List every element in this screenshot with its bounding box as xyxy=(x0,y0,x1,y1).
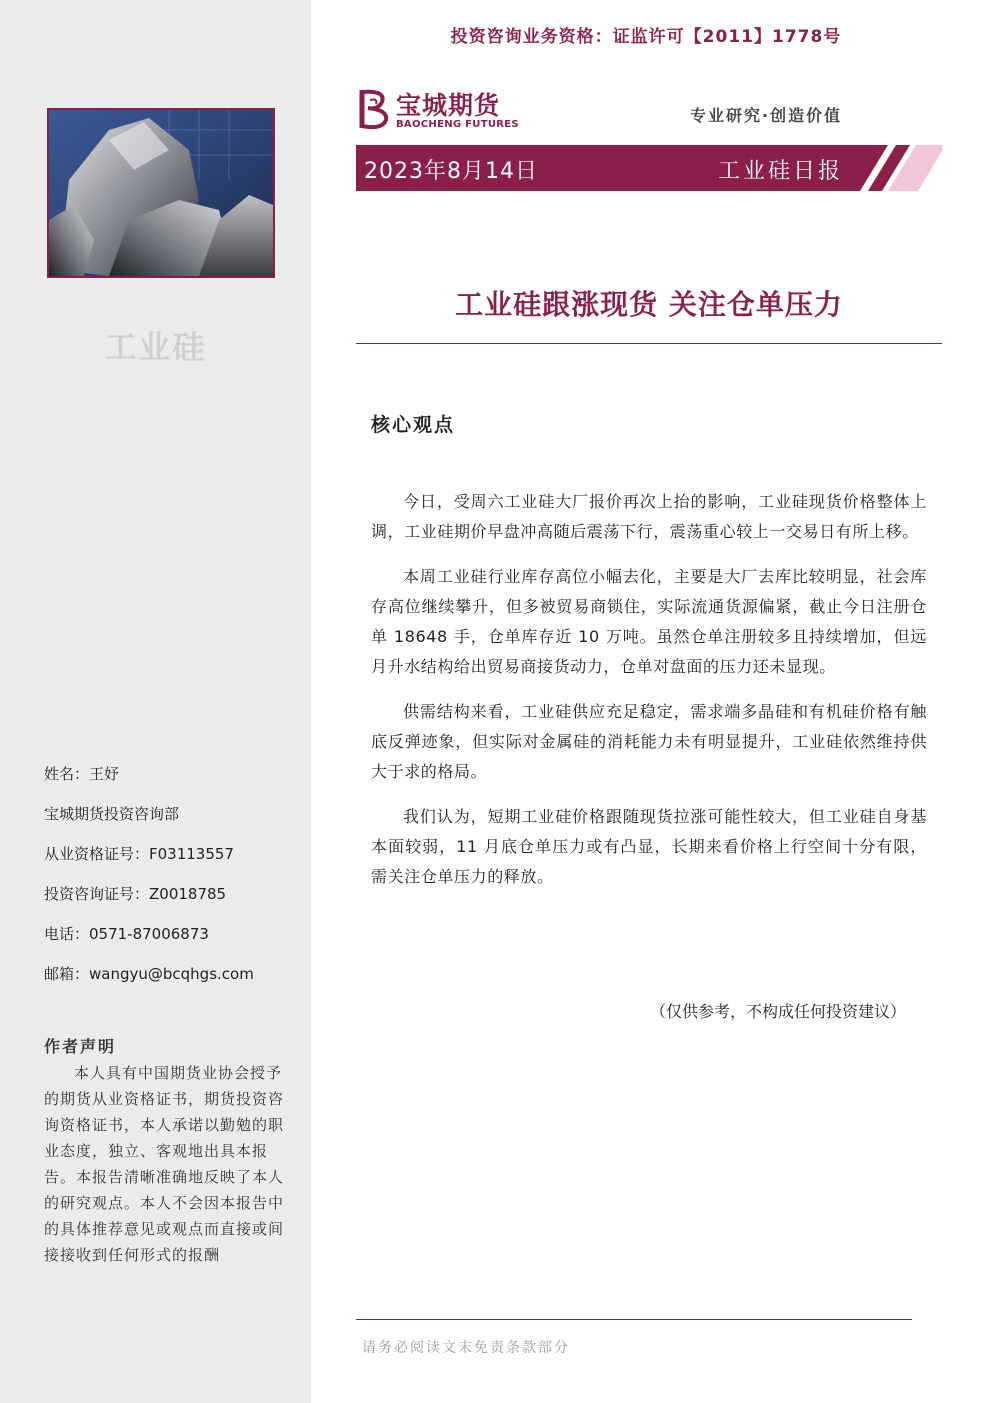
report-date: 2023年8月14日 xyxy=(364,159,538,184)
baocheng-logo-icon xyxy=(356,86,392,132)
sidebar xyxy=(0,0,311,1403)
body-paragraph: 供需结构来看，工业硅供应充足稳定，需求端多晶硅和有机硅价格有触底反弹迹象，但实际对金属硅的消耗能力未有明显提升，工业硅依然维持供大于求的格局。 xyxy=(371,702,927,781)
body-paragraph: 本周工业硅行业库存高位小幅去化，主要是大厂去库比较明显，社会库存高位继续攀升，但多被贸易商锁住，实际流通货源偏紧，截止今日注册仓单 18648 手，仓单库存近 10 万吨。虽然仓单注册较多且持续增加，但远月升水结构给出贸易商接货动力，仓单对盘面的压力还未显现。 xyxy=(371,567,927,676)
author-name: 姓名：王妤 xyxy=(44,765,120,783)
sidebar-product-name: 工业硅 xyxy=(104,328,207,366)
report-body xyxy=(371,487,927,907)
company-logo xyxy=(356,86,536,132)
title-divider xyxy=(356,343,942,344)
author-department: 宝城期货投资咨询部 xyxy=(44,805,180,823)
author-email: 邮箱：wangyu@bcqhgs.com xyxy=(44,965,254,983)
silicon-metal-image xyxy=(49,110,273,276)
disclaimer-note: （仅供参考，不构成任何投资建议） xyxy=(650,1002,907,1021)
body-paragraph: 我们认为，短期工业硅价格跟随现货拉涨可能性较大，但工业硅自身基本面较弱，11 月底仓单压力或有凸显，长期来看价格上行空间十分有限，需关注仓单压力的释放。 xyxy=(371,807,927,886)
section-title: 核心观点 xyxy=(371,414,456,436)
author-practice-cert: 从业资格证号：F03113557 xyxy=(44,845,234,863)
footer-text: 请务必阅读文末免责条款部分 xyxy=(362,1340,570,1356)
author-consult-cert: 投资咨询证号：Z0018785 xyxy=(44,885,227,903)
report-title: 工业硅跟涨现货 关注仓单压力 xyxy=(455,288,843,321)
author-phone: 电话：0571-87006873 xyxy=(44,925,209,943)
silicon-metal-photo xyxy=(47,108,275,278)
body-paragraph: 今日，受周六工业硅大厂报价再次上抬的影响，工业硅现货价格整体上调，工业硅期价早盘冲高随后震荡下行，震荡重心较上一交易日有所上移。 xyxy=(371,492,927,541)
report-type: 工业硅日报 xyxy=(718,159,844,184)
slogan: 专业研究·创造价值 xyxy=(690,106,843,125)
license-statement: 投资咨询业务资格：证监许可【2011】1778号 xyxy=(450,27,842,47)
footer-divider xyxy=(356,1319,912,1320)
logo-text-en: BAOCHENG FUTURES xyxy=(396,119,519,130)
header-band xyxy=(356,145,942,191)
logo-text-cn: 宝城期货 xyxy=(396,91,501,120)
author-info xyxy=(44,754,254,994)
declaration-title: 作者声明 xyxy=(44,1037,117,1056)
declaration-body: 本人具有中国期货业协会授予的期货从业资格证书，期货投资咨询资格证书，本人承诺以勤勉的职业态度，独立、客观地出具本报告。本报告清晰准确地反映了本人的研究观点。本人不会因本报告中的具体推荐意见或观点而直接或间接接收到任何形式的报酬 xyxy=(44,1064,285,1264)
